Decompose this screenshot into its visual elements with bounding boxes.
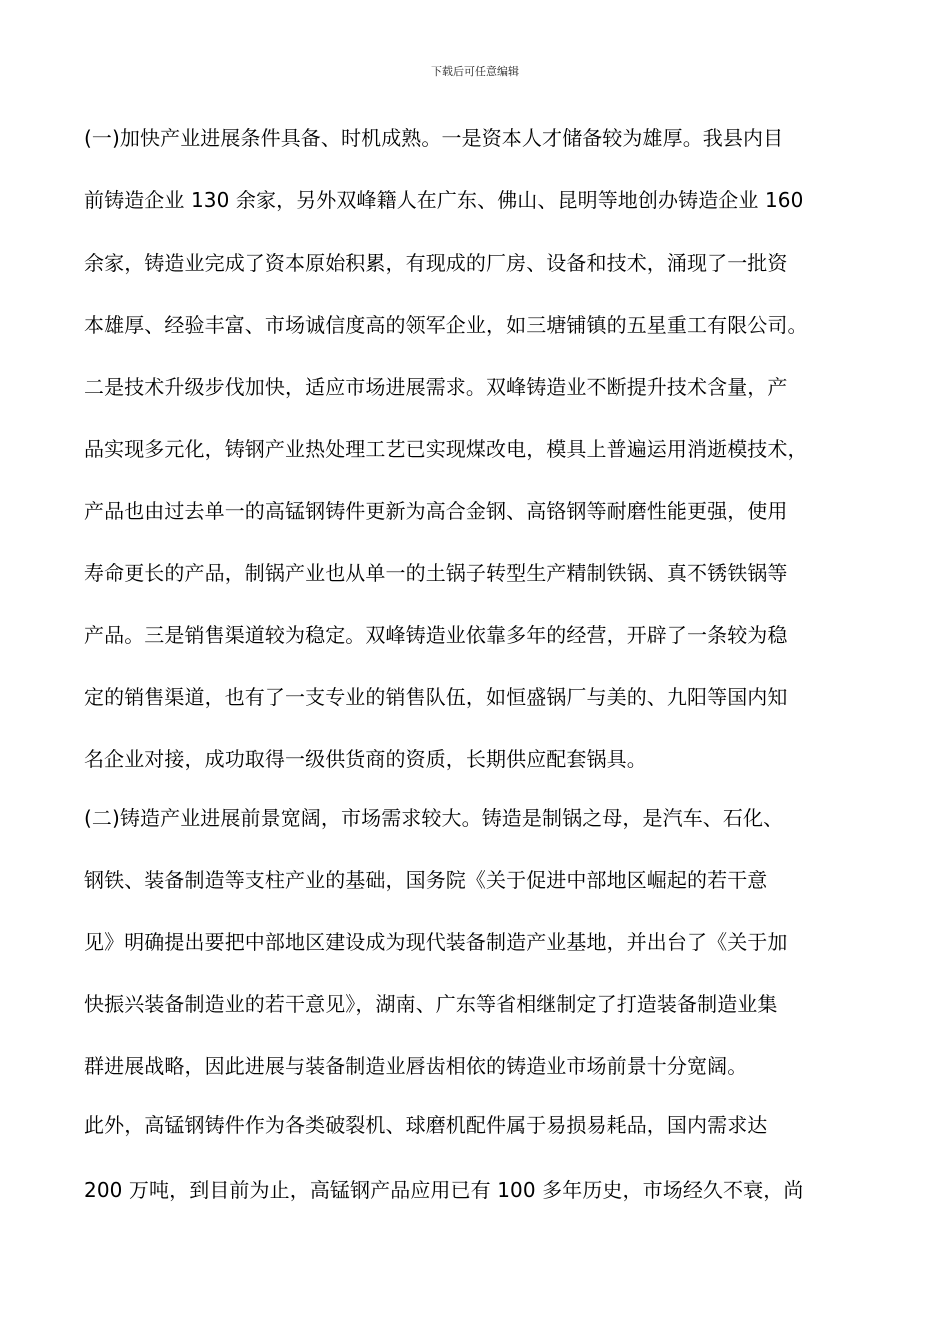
text-line: 品实现多元化，铸钢产业热处理工艺已实现煤改电，模具上普遍运用消逝模技术， <box>84 437 808 461</box>
text-line: 定的销售渠道，也有了一支专业的销售队伍，如恒盛锅厂与美的、九阳等国内知 <box>84 685 788 709</box>
text-line: 产品。三是销售渠道较为稳定。双峰铸造业依靠多年的经营，开辟了一条较为稳 <box>84 623 788 647</box>
text-line: 余家，铸造业完成了资本原始积累，有现成的厂房、设备和技术，涌现了一批资 <box>84 251 788 275</box>
text-line: 寿命更长的产品，制锅产业也从单一的土锅子转型生产精制铁锅、真不锈铁锅等 <box>84 561 788 585</box>
text-line: 快振兴装备制造业的若干意见》，湖南、广东等省相继制定了打造装备制造业集 <box>84 992 778 1016</box>
text-line: 此外，高锰钢铸件作为各类破裂机、球磨机配件属于易损易耗品，国内需求达 <box>84 1113 768 1137</box>
text-line: 本雄厚、经验丰富、市场诚信度高的领军企业，如三塘铺镇的五星重工有限公司。 <box>84 313 808 337</box>
text-line: (一)加快产业进展条件具备、时机成熟。一是资本人才储备较为雄厚。我县内目 <box>84 126 784 150</box>
text-line: 钢铁、装备制造等支柱产业的基础，国务院《关于促进中部地区崛起的若干意 <box>84 868 768 892</box>
page-header: 下载后可任意编辑 <box>431 65 519 78</box>
text-line: 产品也由过去单一的高锰钢铸件更新为高合金钢、高铬钢等耐磨性能更强，使用 <box>84 499 788 523</box>
text-line: 见》明确提出要把中部地区建设成为现代装备制造产业基地，并出台了《关于加 <box>84 930 788 954</box>
text-line: 群进展战略，因此进展与装备制造业唇齿相依的铸造业市场前景十分宽阔。 <box>84 1054 748 1078</box>
text-line: 名企业对接，成功取得一级供货商的资质，长期供应配套锅具。 <box>84 747 647 771</box>
text-line: (二)铸造产业进展前景宽阔，市场需求较大。铸造是制锅之母，是汽车、石化、 <box>84 806 784 830</box>
text-line: 前铸造企业 130 余家，另外双峰籍人在广东、佛山、昆明等地创办铸造企业 160 <box>84 188 804 212</box>
text-line: 二是技术升级步伐加快，适应市场进展需求。双峰铸造业不断提升技术含量，产 <box>84 375 788 399</box>
text-line: 200 万吨，到目前为止，高锰钢产品应用已有 100 多年历史，市场经久不衰，尚 <box>84 1178 804 1202</box>
